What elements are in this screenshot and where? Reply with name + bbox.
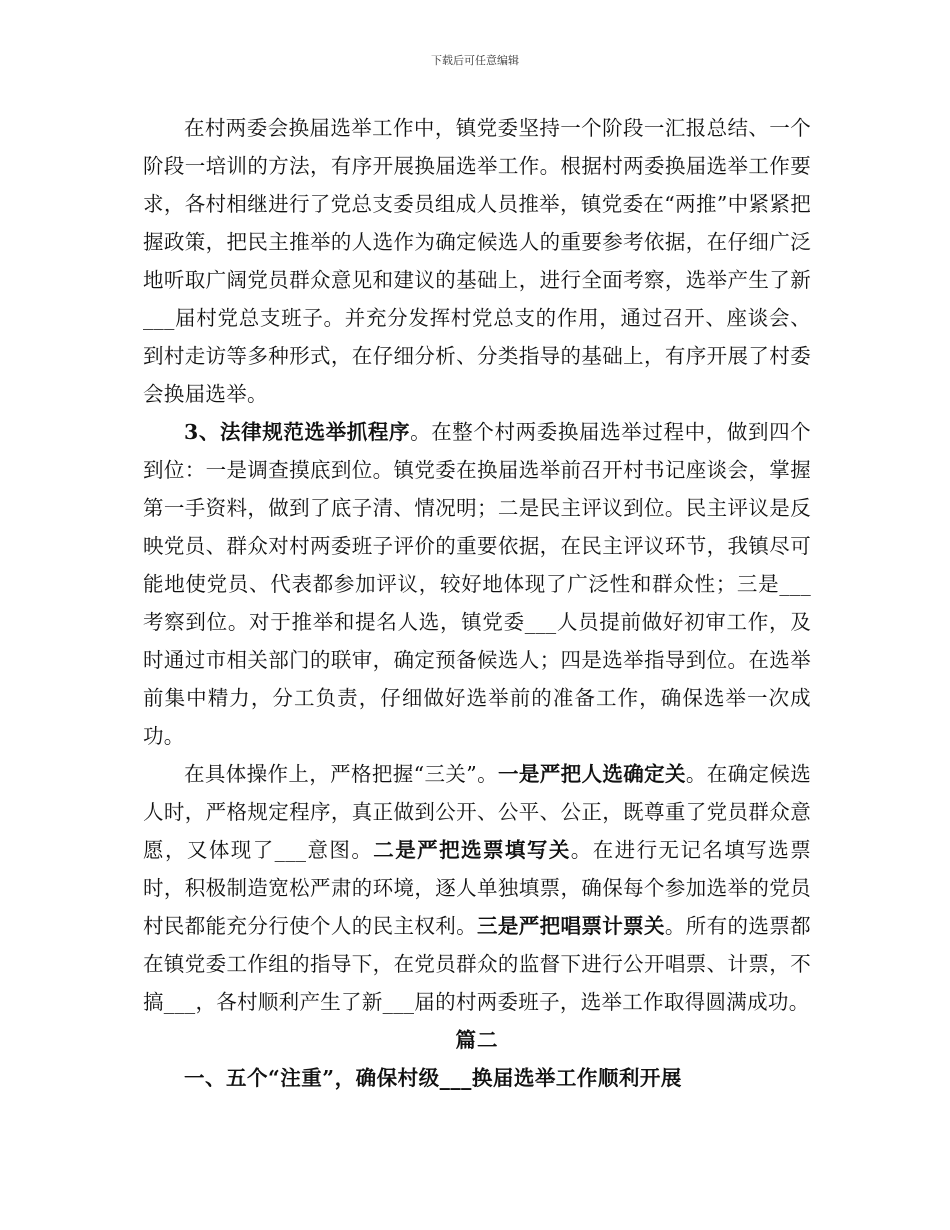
paragraph-2-heading: 3、法律规范选举抓程序 [184,420,411,444]
document-body [143,109,811,1097]
paragraph-2-text: 。在整个村两委换届选举过程中，做到四个到位：一是调查摸底到位。镇党委在换届选举前召开村书记座谈会，掌握第一手资料，做到了底子清、情况明；二是民主评议到位。民主评议是反映党员、群众对村两委班子评价的重要依据，在民主评议环节，我镇尽可能地使党员、代表都参加评议，较好地体现了广泛性和群众性；三是___考察到位。对于推举和提名人选，镇党委___人员提前做好初审工作，及时通过市相关部门的联审，确定预备候选人；四是选举指导到位。在选举前集中精力，分工负责，仔细做好选举前的准备工作，确保选举一次成功。 [143,420,811,748]
paragraph-3-point-2-heading: 二是严把选票填写关 [373,838,571,862]
paragraph-2 [143,413,811,755]
paragraph-3 [143,755,811,1021]
paragraph-3-point-3-text: 。所有的选票都在镇党委工作组的指导下，在党员群众的监督下进行公开唱票、计票，不搞___，各村顺利产生了新___届的村两委班子，选举工作取得圆满成功。 [143,914,811,1014]
paragraph-3-point-1-text: 。在确定候选人时，严格规定程序，真正做到公开、公平、公正，既尊重了党员群众意愿，又体现了___意图。 [143,762,811,862]
paragraph-3-point-1-heading: 一是严把人选确定关 [497,762,686,786]
paragraph-1: 在村两委会换届选举工作中，镇党委坚持一个阶段一汇报总结、一个阶段一培训的方法，有序开展换届选举工作。根据村两委换届选举工作要求，各村相继进行了党总支委员组成人员推举，镇党委在“两推”中紧紧把握政策，把民主推举的人选作为确定候选人的重要参考依据，在仔细广泛地听取广阔党员群众意见和建议的基础上，进行全面考察，选举产生了新___届村党总支班子。并充分发挥村党总支的作用，通过召开、座谈会、到村走访等多种形式，在仔细分析、分类指导的基础上，有序开展了村委会换届选举。 [143,116,811,406]
paragraph-3-intro: 在具体操作上，严格把握“三关”。 [184,762,498,786]
section-heading: 一、五个“注重”，确保村级___换届选举工作顺利开展 [184,1066,682,1090]
paragraph-3-point-3-heading: 三是严把唱票计票关 [477,914,665,938]
paragraph-3-point-2-text: 。在进行无记名填写选票时，积极制造宽松严肃的环境，逐人单独填票，确保每个参加选举的党员村民都能充分行使个人的民主权利。 [143,838,811,938]
page-header-note: 下载后可任意编辑 [431,54,519,67]
section-title: 篇二 [455,1028,499,1052]
